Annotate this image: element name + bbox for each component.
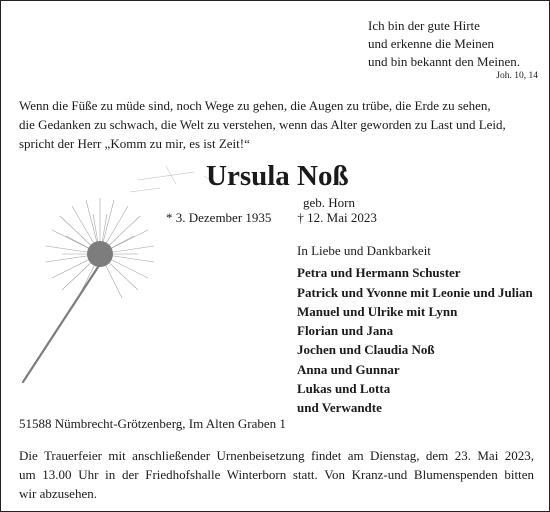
- poem-line: spricht der Herr „Komm zu mir, es ist Zeit!“: [19, 136, 250, 151]
- mourner: Jochen und Claudia Noß: [297, 342, 435, 358]
- address: 51588 Nümbrecht-Grötzenberg, Im Alten Graben 1: [19, 416, 286, 431]
- verse-line: Ich bin der gute Hirte: [368, 18, 480, 33]
- mourner: Patrick und Yvonne mit Leonie und Julian: [297, 284, 533, 300]
- birth-date: * 3. Dezember 1935: [166, 210, 272, 225]
- death-date: † 12. Mai 2023: [297, 210, 377, 225]
- mourner: Anna und Gunnar: [297, 361, 400, 377]
- mourner: Lukas und Lotta: [297, 381, 391, 397]
- verse-line: und bin bekannt den Meinen.: [368, 54, 520, 69]
- verse-reference: Joh. 10, 14: [496, 71, 538, 81]
- mourner: und Verwandte: [297, 400, 382, 416]
- funeral-notice: [19, 446, 534, 503]
- notice-line: Die Trauerfeier mit anschließender Urnenbeisetzung findet am Dienstag, dem 23. Mai 2023,: [19, 448, 534, 463]
- verse-line: und erkenne die Meinen: [368, 36, 494, 51]
- bible-verse: [368, 17, 538, 82]
- poem-line: Wenn die Füße zu müde sind, noch Wege zu gehen, die Augen zu trübe, die Erde zu sehen,: [19, 98, 491, 113]
- dandelion-icon: [18, 162, 218, 392]
- life-dates: [166, 209, 377, 227]
- mourners-intro: In Liebe und Dankbarkeit: [297, 243, 431, 258]
- notice-line: um 13.00 Uhr in der Friedhofshalle Winterborn statt. Von Kranz-und Blumenspenden bitten: [19, 467, 534, 482]
- mourners-list: [297, 241, 533, 418]
- poem: [19, 96, 539, 153]
- notice-line: wir abzusehen.: [19, 486, 97, 501]
- mourner: Florian und Jana: [297, 323, 394, 339]
- mourner: Petra und Hermann Schuster: [297, 265, 461, 281]
- mourner: Manuel und Ulrike mit Lynn: [297, 303, 458, 319]
- maiden-name: geb. Horn: [303, 195, 355, 210]
- poem-line: die Gedanken zu schwach, die Welt zu verstehen, wenn das Alter geworden zu Last und Leid,: [19, 117, 506, 132]
- deceased-name: Ursula Noß: [206, 160, 349, 192]
